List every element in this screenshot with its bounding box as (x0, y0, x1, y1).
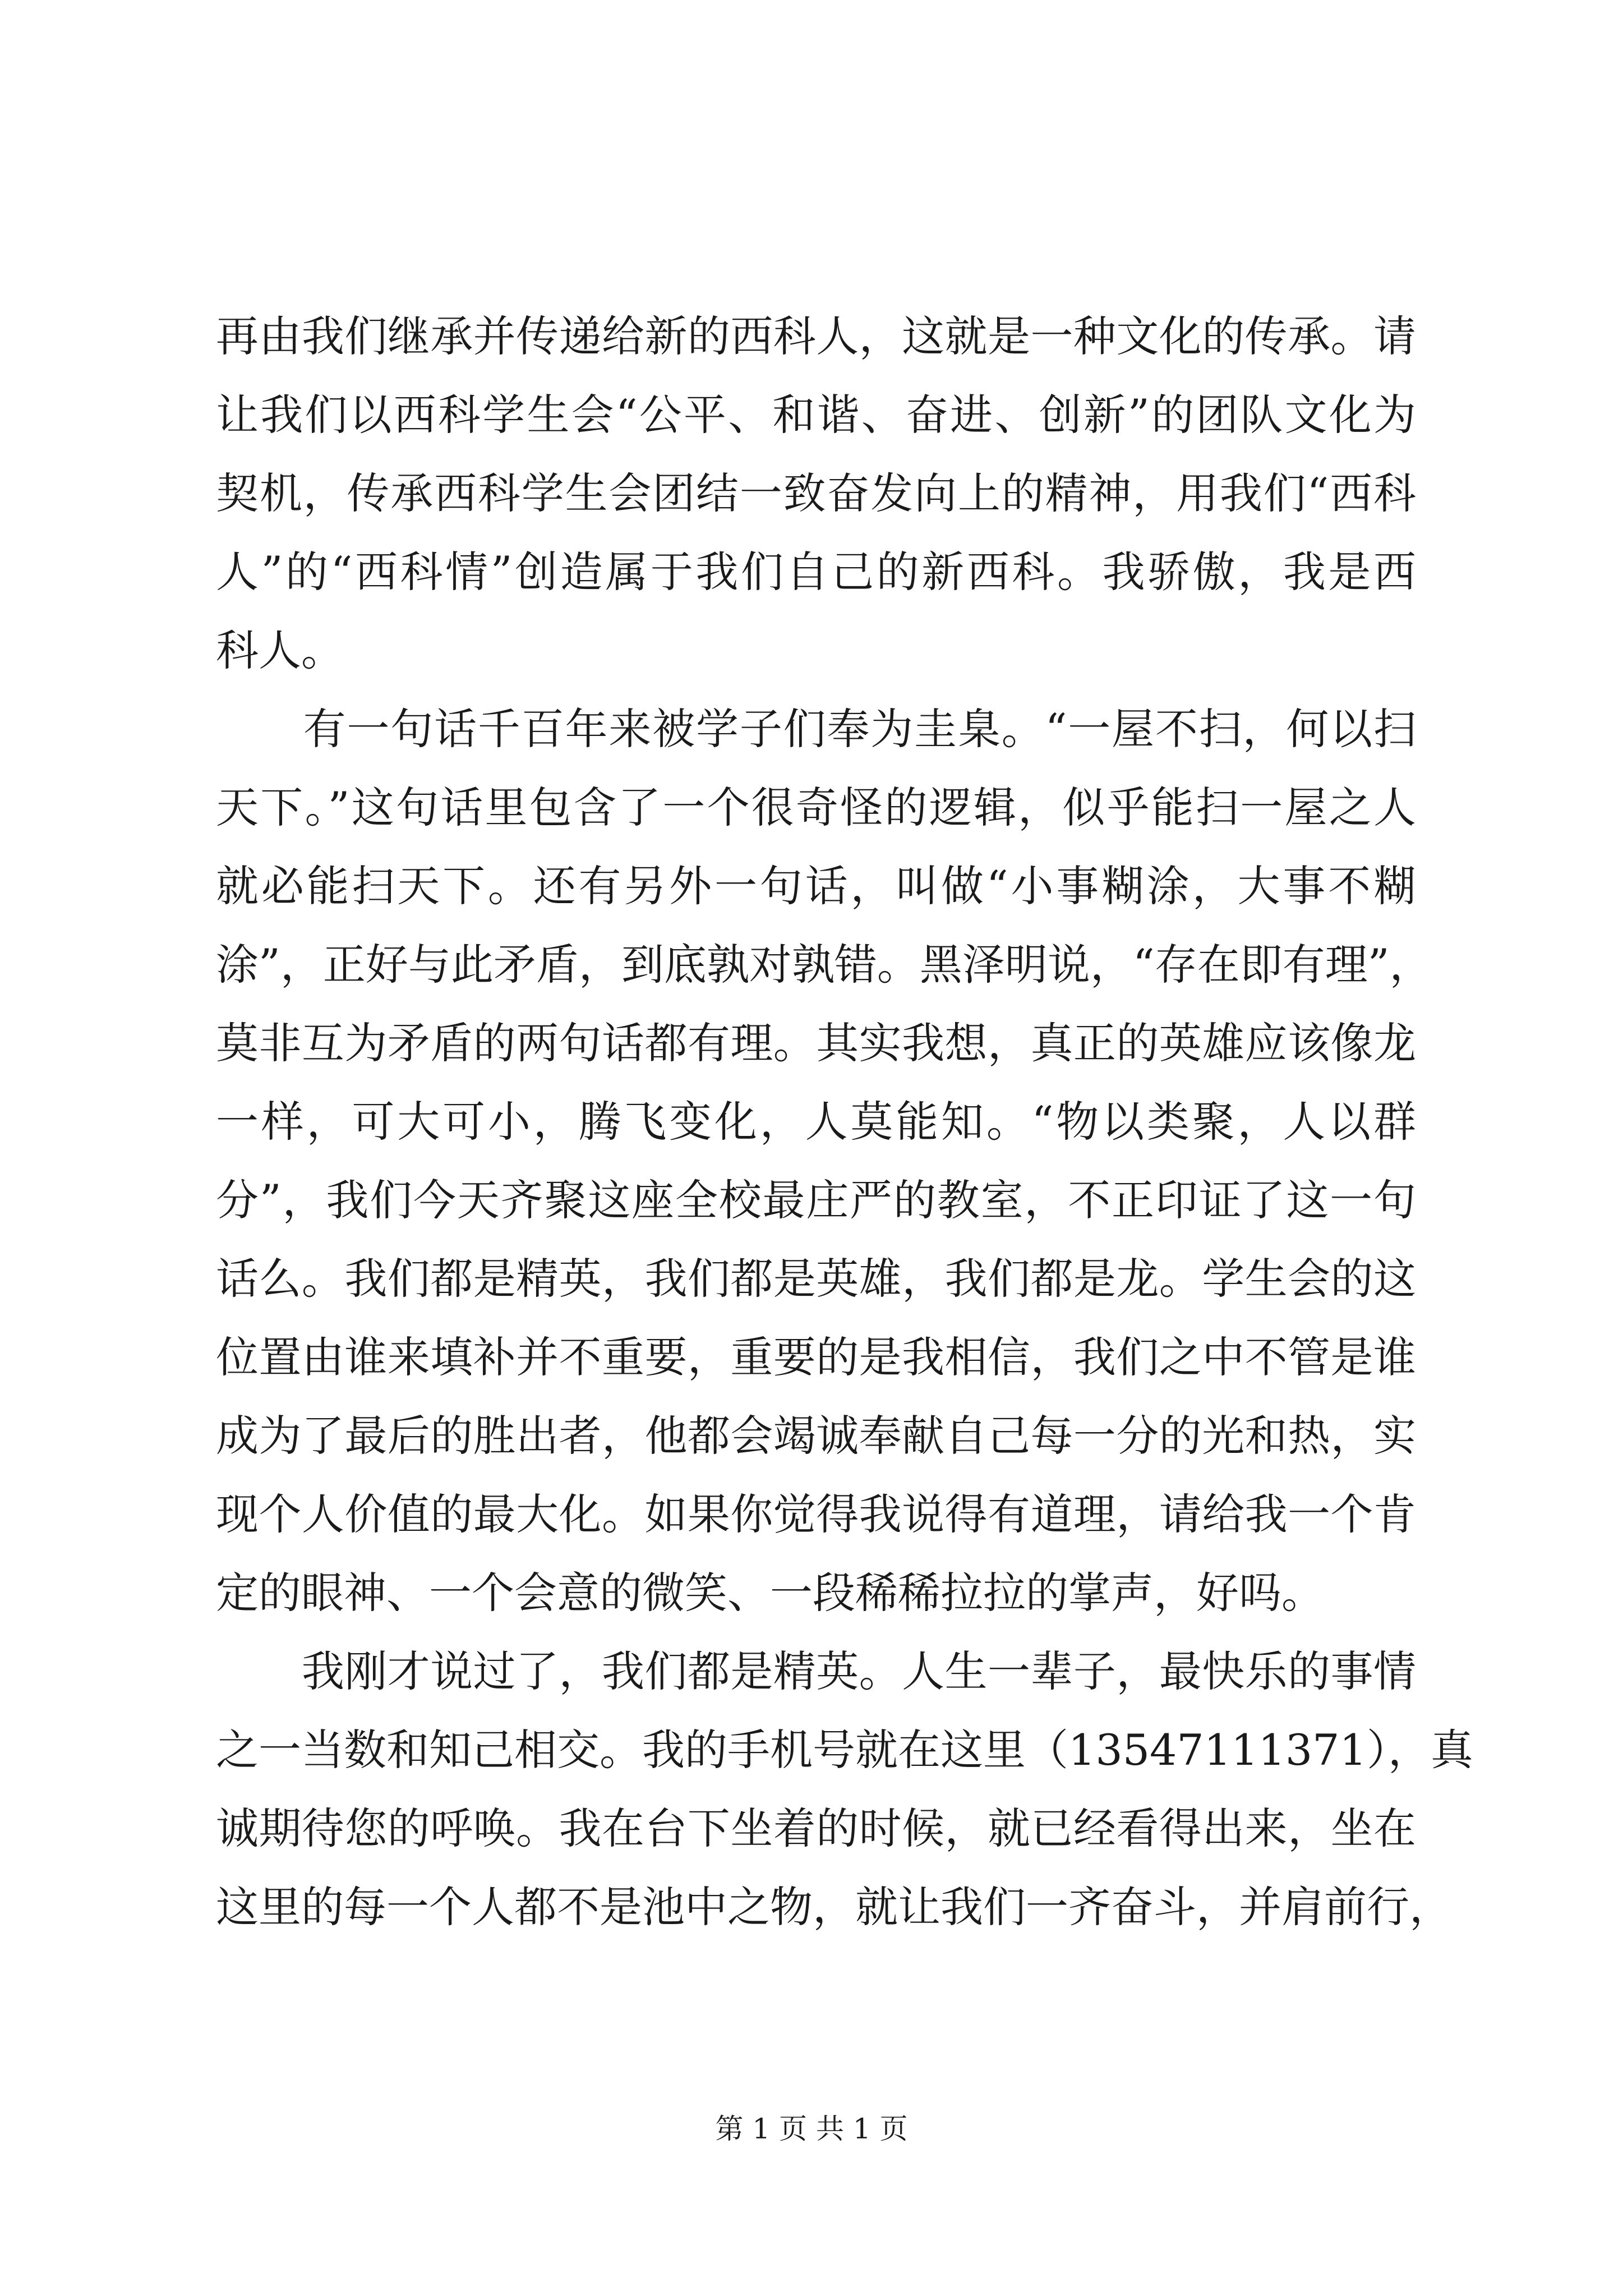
text-line: 分”，我们今天齐聚这座全校最庄严的教室，不正印证了这一句 (216, 1175, 1416, 1225)
text-line: 让我们以西科学生会“公平、和谐、奋进、创新”的团队文化为 (216, 390, 1416, 440)
text-line: 科人。 (216, 625, 344, 675)
page-footer: 第 1 页 共 1 页 (715, 2113, 908, 2145)
text-line: 诚期待您的呼唤。我在台下坐着的时候，就已经看得出来，坐在 (216, 1803, 1416, 1853)
text-line: 再由我们继承并传递给新的西科人，这就是一种文化的传承。请 (216, 311, 1416, 361)
text-line: 有一句话千百年来被学子们奉为圭臬。“一屋不扫，何以扫 (216, 704, 1416, 754)
text-line: 我刚才说过了，我们都是精英。人生一辈子，最快乐的事情 (216, 1646, 1416, 1696)
text-line: 就必能扫天下。还有另外一句话，叫做“小事糊涂，大事不糊 (216, 861, 1416, 911)
text-line: 契机，传承西科学生会团结一致奋发向上的精神，用我们“西科 (216, 468, 1416, 518)
text-line: 天下。”这句话里包含了一个很奇怪的逻辑，似乎能扫一屋之人 (216, 783, 1416, 832)
text-line: 莫非互为矛盾的两句话都有理。其实我想，真正的英雄应该像龙 (216, 1018, 1416, 1068)
text-line: 人”的“西科情”创造属于我们自己的新西科。我骄傲，我是西 (216, 547, 1416, 597)
text-line: 这里的每一个人都不是池中之物，就让我们一齐奋斗，并肩前行， (216, 1882, 1452, 1932)
text-line: 涂”，正好与此矛盾，到底孰对孰错。黑泽明说，“存在即有理”， (216, 940, 1432, 990)
body-text (216, 297, 1473, 1947)
text-line: 话么。我们都是精英，我们都是英雄，我们都是龙。学生会的这 (216, 1254, 1416, 1304)
text-line: 成为了最后的胜出者，他都会竭诚奉献自己每一分的光和热，实 (216, 1411, 1416, 1461)
text-line: 之一当数和知己相交。我的手机号就在这里（13547111371），真 (216, 1725, 1473, 1775)
text-line: 一样，可大可小，腾飞变化，人莫能知。“物以类聚，人以群 (216, 1097, 1416, 1147)
text-line: 定的眼神、一个会意的微笑、一段稀稀拉拉的掌声，好吗。 (216, 1568, 1324, 1618)
text-line: 位置由谁来填补并不重要，重要的是我相信，我们之中不管是谁 (216, 1332, 1416, 1382)
text-line: 现个人价值的最大化。如果你觉得我说得有道理，请给我一个肯 (216, 1489, 1416, 1539)
